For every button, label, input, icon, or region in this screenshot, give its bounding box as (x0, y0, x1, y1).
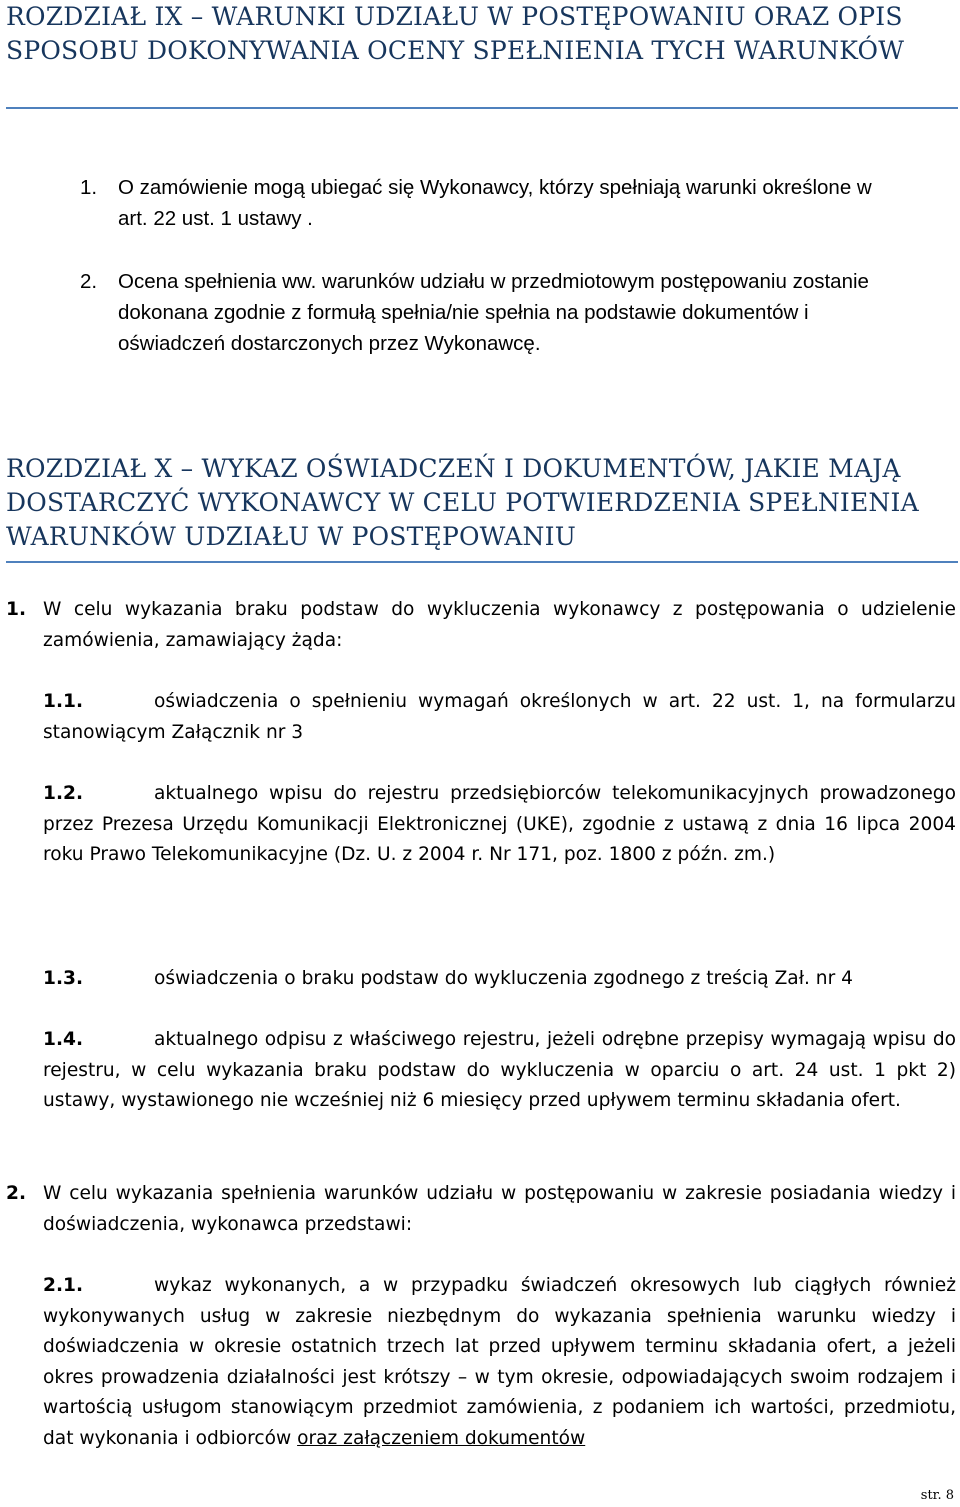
paragraph-2-text: W celu wykazania spełnienia warunków udziału w postępowaniu w zakresie posiadania wiedzy i doświadczenia, wykonawca przedstawi: (43, 1183, 956, 1235)
paragraph-1-2-number: 1.2. (43, 783, 84, 804)
section-9-list (80, 172, 900, 391)
section-10-title-line-2: DOSTARCZYĆ WYKONAWCY W CELU POTWIERDZENIA SPEŁNIENIA (6, 488, 919, 517)
paragraph-1-4-number: 1.4. (43, 1029, 84, 1050)
paragraph-1-2 (43, 779, 956, 871)
item-number: 1. (80, 176, 98, 199)
paragraph-2-1-underlined-text: oraz załączeniem dokumentów (297, 1427, 586, 1449)
paragraph-1-1 (43, 687, 956, 748)
paragraph-1-3-number: 1.3. (43, 968, 84, 989)
item-number: 2. (80, 270, 98, 293)
paragraph-2-number: 2. (6, 1183, 27, 1204)
section-9-title-line-1: ROZDZIAŁ IX – WARUNKI UDZIAŁU W POSTĘPOWANIU ORAZ OPIS (6, 2, 903, 31)
page-number: str. 8 (920, 1488, 954, 1503)
section-9-title-line-2: SPOSOBU DOKONYWANIA OCENY SPEŁNIENIA TYCH WARUNKÓW (6, 36, 905, 65)
paragraph-1-4 (43, 1025, 956, 1117)
paragraph-2-1-text: wykaz wykonanych, a w przypadku świadczeń okresowych lub ciągłych również wykonywanych usług w zakresie niezbędnym do wykazania spełnienia warunku wiedzy i doświadczenia w okresie ostatnich trzech lat przed upływem terminu składania ofert, a jeżeli okres prowadzenia działalności jest krótszy – w tym okresie, odpowiadających swoim rodzajem i wartością usługom stanowiącym przedmiot zamówienia, z podaniem ich wartości, przedmiotu, dat wykonania i odbiorców (43, 1275, 956, 1449)
paragraph-1-text: W celu wykazania braku podstaw do wykluczenia wykonawcy z postępowania o udzielenie zamówienia, zamawiający żąda: (43, 599, 956, 651)
item-text: O zamówienie mogą ubiegać się Wykonawcy, którzy spełniają warunki określone w art. 22 ust. 1 ustawy . (118, 176, 872, 230)
section-10-heading-rule (6, 561, 958, 563)
paragraph-2-1-number: 2.1. (43, 1275, 84, 1296)
section-10-title-line-3: WARUNKÓW UDZIAŁU W POSTĘPOWANIU (6, 522, 576, 551)
paragraph-1-2-text: aktualnego wpisu do rejestru przedsiębiorców telekomunikacyjnych prowadzonego przez Prezesa Urzędu Komunikacji Elektronicznej (UKE), zgodnie z ustawą z dnia 16 lipca 2004 roku Prawo Telekomunikacyjne (Dz. U. z 2004 r. Nr 171, poz. 1800 z późn. zm.) (43, 783, 956, 866)
section-9-heading-rule (6, 107, 958, 109)
paragraph-1-number: 1. (6, 599, 27, 620)
section-9-item-2 (80, 266, 900, 359)
paragraph-1-3-text: oświadczenia o braku podstaw do wykluczenia zgodnego z treścią Zał. nr 4 (154, 968, 853, 989)
section-9-item-1 (80, 172, 900, 234)
section-10-title-line-1: ROZDZIAŁ X – WYKAZ OŚWIADCZEŃ I DOKUMENTÓW, JAKIE MAJĄ (6, 454, 901, 483)
paragraph-1-1-text: oświadczenia o spełnieniu wymagań określonych w art. 22 ust. 1, na formularzu stanowiącym Załącznik nr 3 (43, 691, 956, 743)
paragraph-1-3 (43, 964, 956, 995)
section-9-heading (6, 0, 960, 68)
item-text: Ocena spełnienia ww. warunków udziału w przedmiotowym postępowaniu zostanie dokonana zgodnie z formułą spełnia/nie spełnia na podstawie dokumentów i oświadczeń dostarczonych przez Wykonawcę. (118, 270, 869, 355)
paragraph-1-4-text: aktualnego odpisu z właściwego rejestru, jeżeli odrębne przepisy wymagają wpisu do rejestru, w celu wykazania braku podstaw do wykluczenia w oparciu o art. 24 ust. 1 pkt 2) ustawy, wystawionego nie wcześniej niż 6 miesięcy przed upływem terminu składania ofert. (43, 1029, 956, 1112)
paragraph-1-1-number: 1.1. (43, 691, 84, 712)
section-10-heading (6, 452, 960, 554)
paragraph-2-1 (43, 1271, 956, 1455)
